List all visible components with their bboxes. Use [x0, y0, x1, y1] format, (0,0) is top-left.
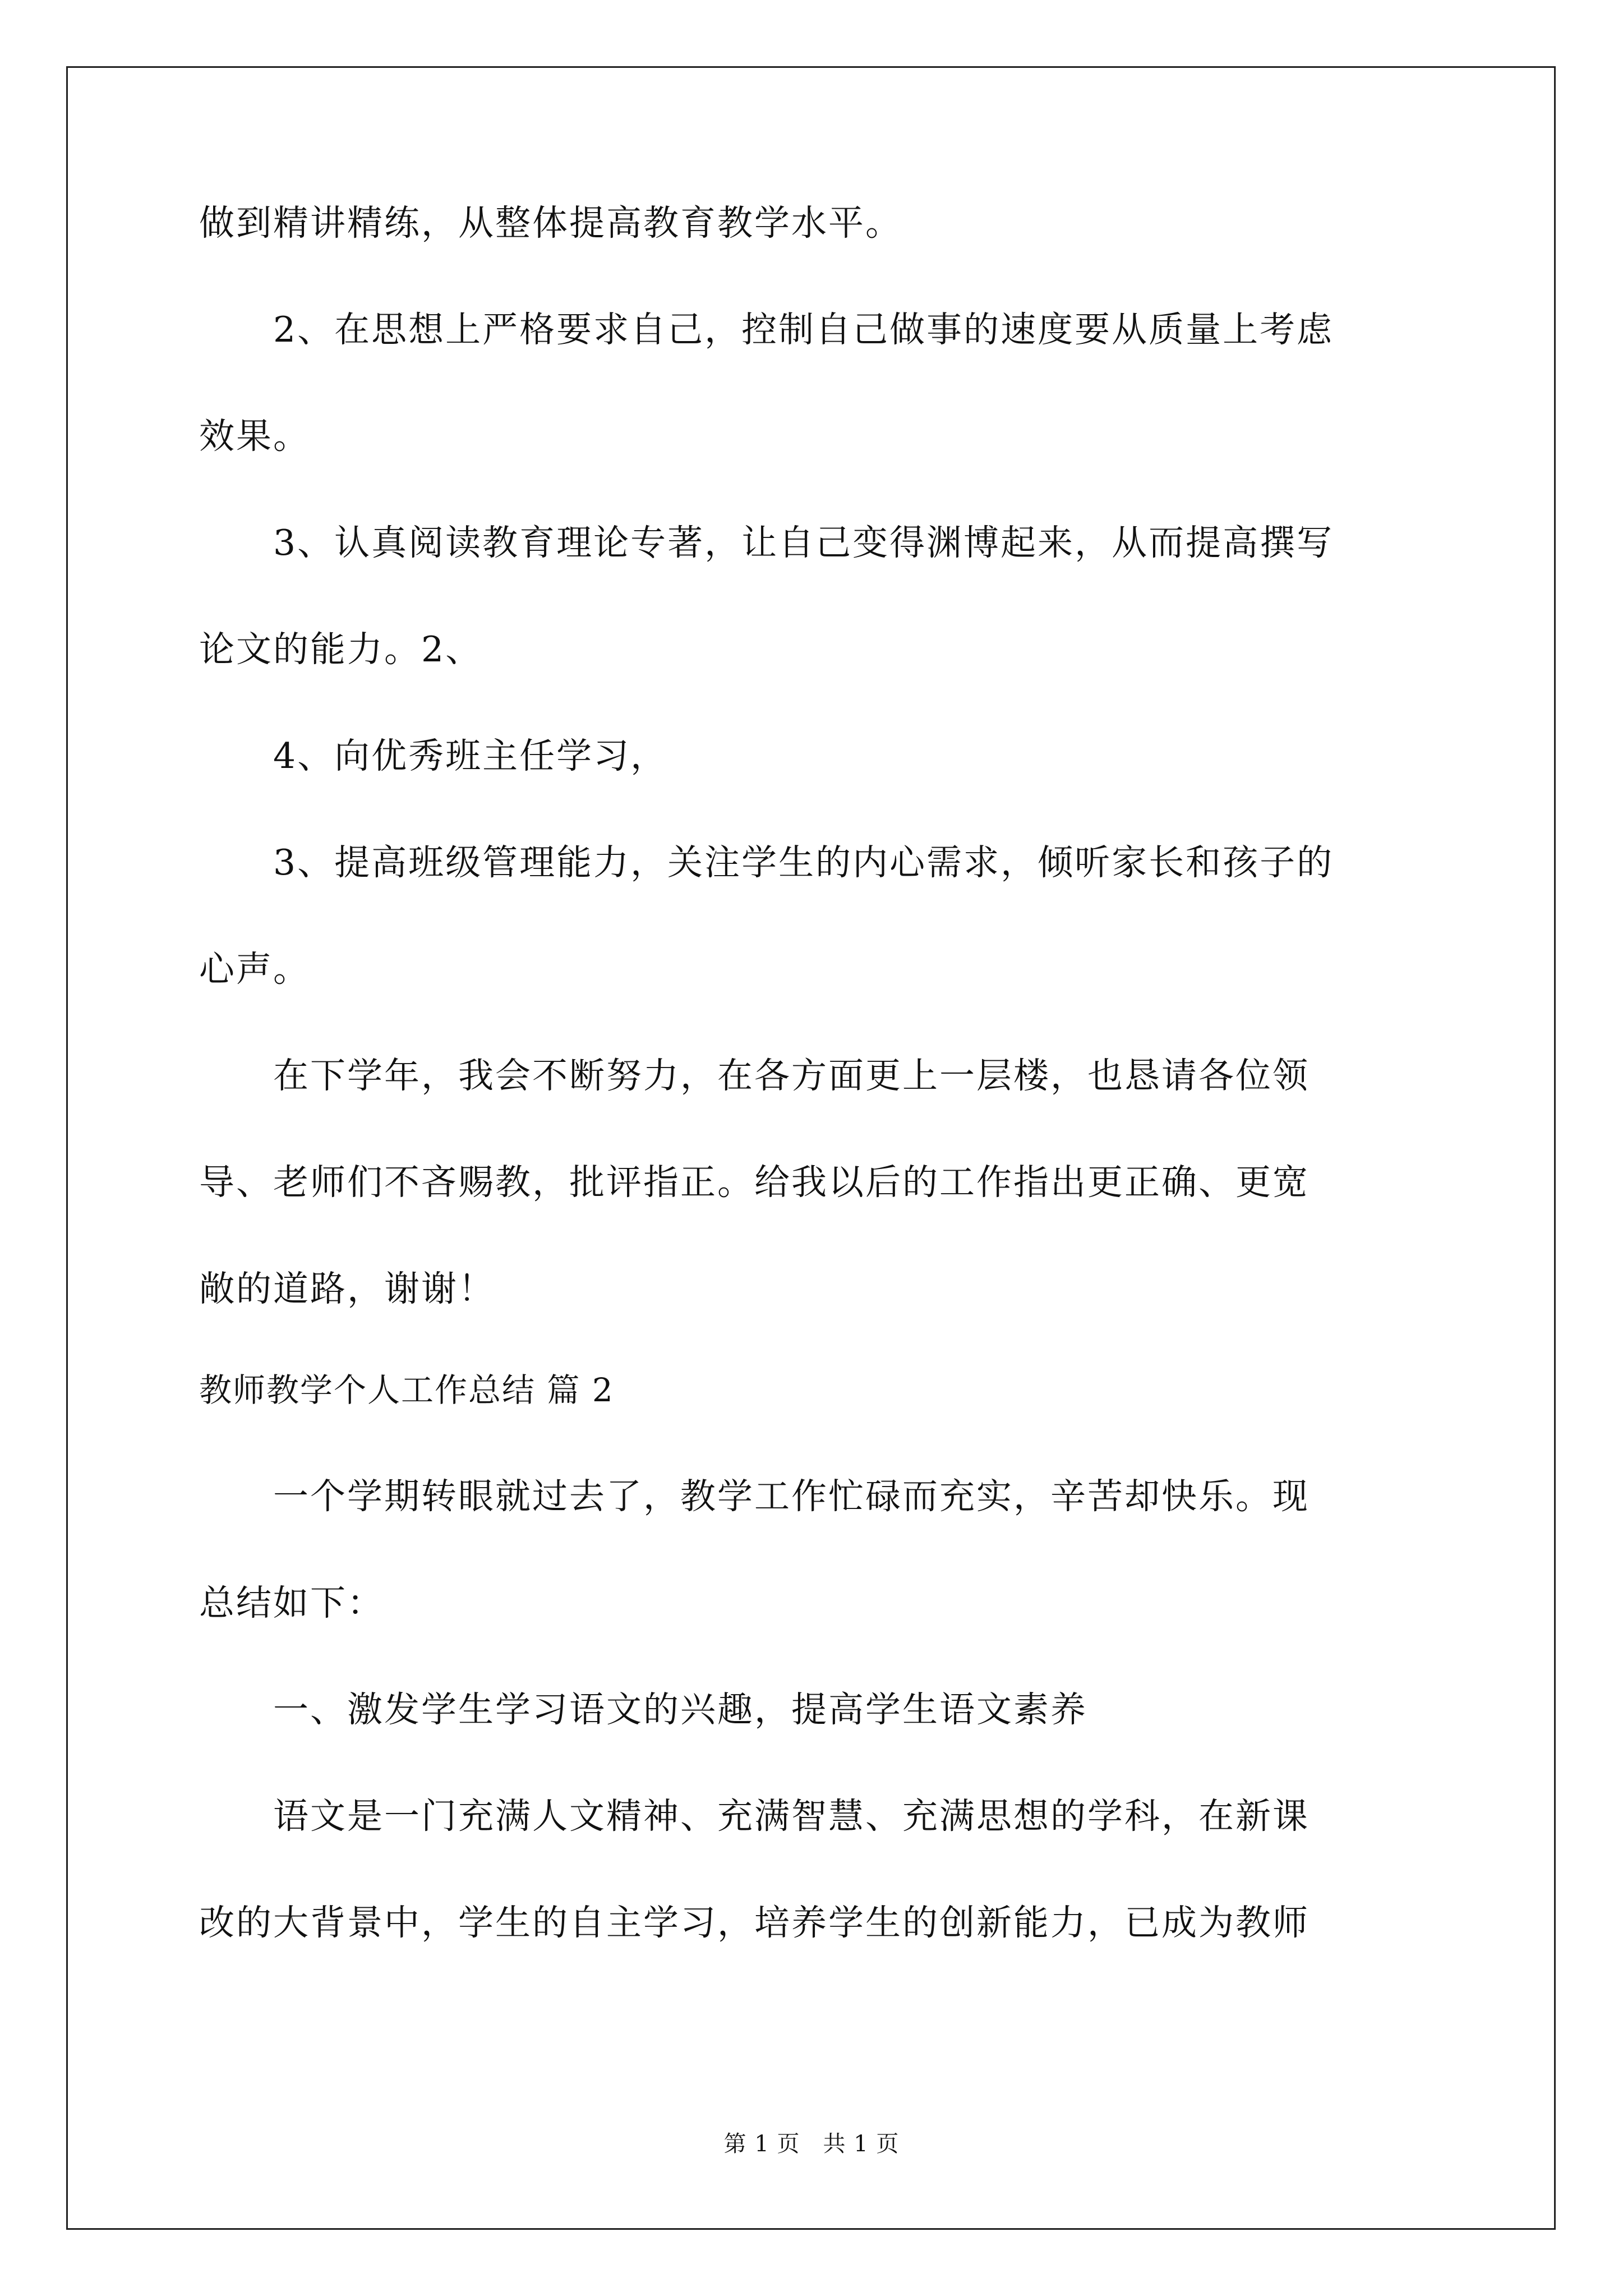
- text-line: 总结如下：: [199, 1582, 384, 1623]
- text-line: 敞的道路，谢谢！: [199, 1268, 495, 1309]
- text-line: 改的大背景中，学生的自主学习，培养学生的创新能力，已成为教师: [199, 1902, 1310, 1943]
- text-line: 在下学年，我会不断努力，在各方面更上一层楼，也恳请各位领: [199, 1055, 1310, 1096]
- text-line: 4、向优秀班主任学习，: [199, 735, 668, 776]
- text-line: 一、激发学生学习语文的兴趣，提高学生语文素养: [199, 1689, 1087, 1730]
- text-line: 2、在思想上严格要求自己，控制自己做事的速度要从质量上考虑: [199, 309, 1334, 350]
- text-line: 导、老师们不吝赐教，批评指正。给我以后的工作指出更正确、更宽: [199, 1162, 1310, 1203]
- text-line: 3、认真阅读教育理论专著，让自己变得渊博起来，从而提高撰写: [199, 522, 1334, 563]
- text-line: 语文是一门充满人文精神、充满智慧、充满思想的学科，在新课: [199, 1796, 1310, 1837]
- text-line: 论文的能力。2、: [199, 629, 483, 670]
- text-line: 做到精讲精练，从整体提高教育教学水平。: [199, 203, 902, 243]
- text-line: 一个学期转眼就过去了，教学工作忙碌而充实，辛苦却快乐。现: [199, 1476, 1310, 1517]
- text-line: 3、提高班级管理能力，关注学生的内心需求，倾听家长和孩子的: [199, 842, 1334, 883]
- section-heading: 教师教学个人工作总结 篇 2: [199, 1371, 614, 1409]
- text-line: 心声。: [199, 949, 310, 990]
- page-number-footer: 第 1 页 共 1 页: [723, 2131, 900, 2157]
- text-line: 效果。: [199, 416, 310, 457]
